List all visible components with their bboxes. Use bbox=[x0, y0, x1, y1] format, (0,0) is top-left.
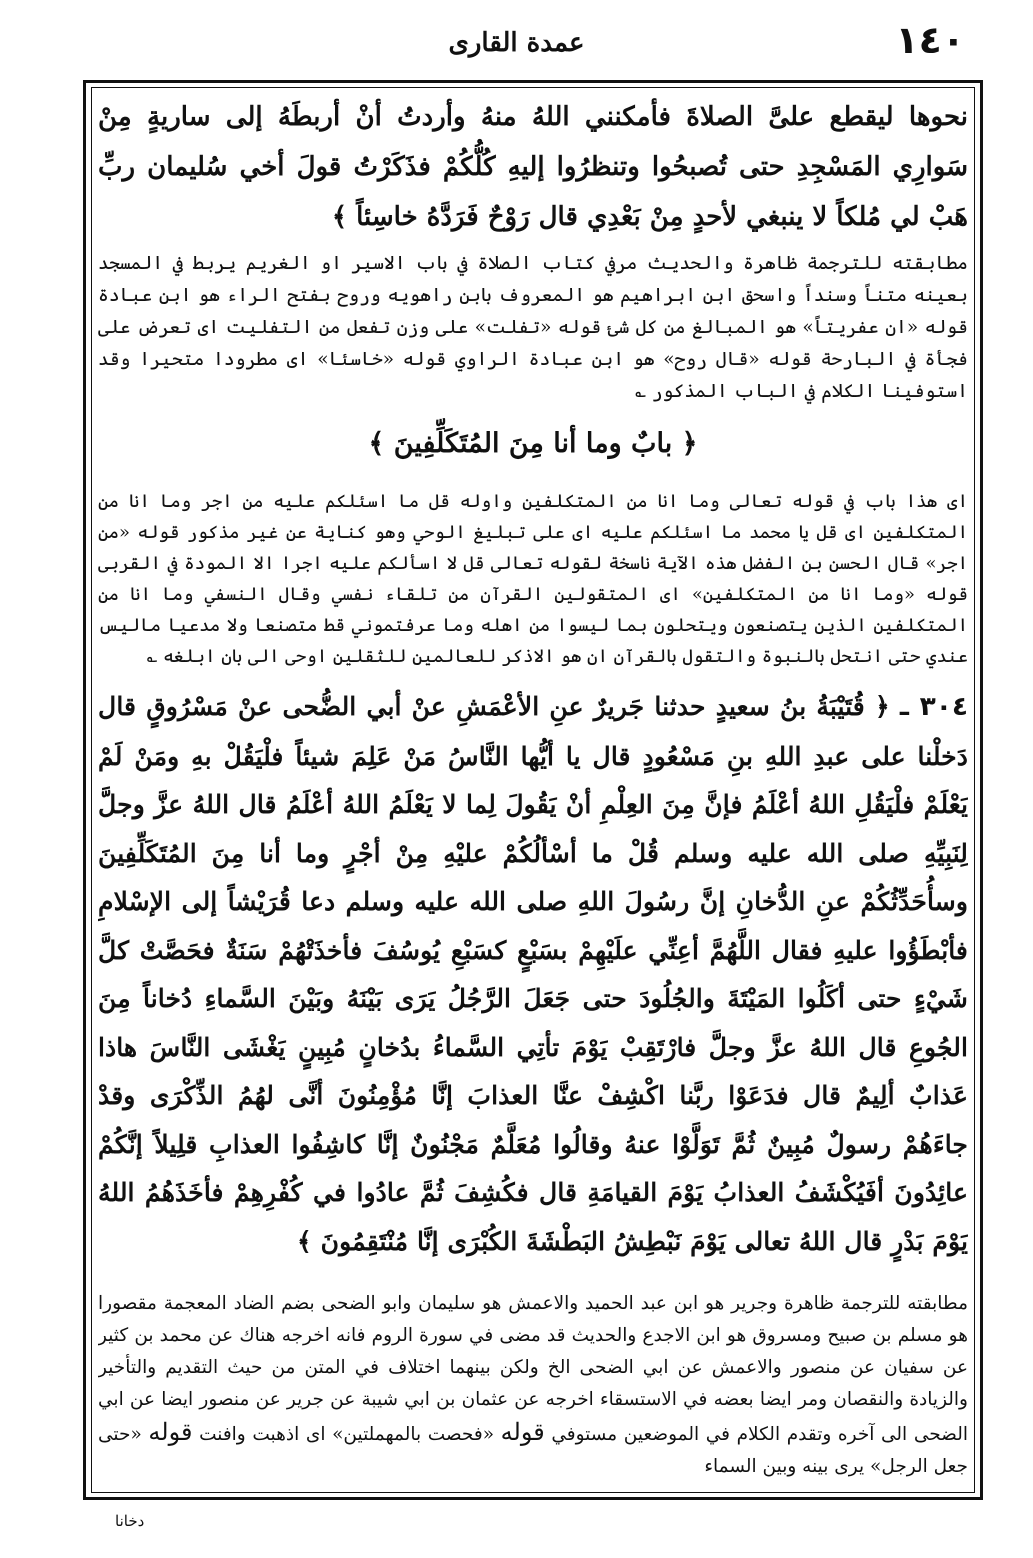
commentary-block-3 bbox=[98, 1288, 968, 1488]
commentary-block-2 bbox=[98, 486, 968, 678]
page-body bbox=[98, 92, 968, 1488]
footer-catchword: دخانا bbox=[115, 1512, 145, 1530]
hadith-number: ٣٠٤ ـ bbox=[899, 691, 968, 722]
commentary-3-part-c: «حتى جعل الرجل» يرى بينه وبين السماء bbox=[98, 1424, 968, 1477]
commentary-text-2: اى هذا باب في قوله تعالى وما انا من المتكلفين واوله قل ما اسئلكم عليه من اجر وما انا من المتكلفين اى قل يا محمد ما اسئلكم عليه اى على تبليغ الوحي وهو كناية عن غير مذكور قوله «من اجر» قال الحسن بن الفضل هذه الآية ناسخة لقوله تعالى قل لا اسألكم عليه اجرا الا المودة في القربى قوله «وما انا من المتكلفين» اى المتقولين القرآن من تلقاء نفسي وقال النسفي وما انا من المتكلفين الذين يتصنعون ويتحلون بما ليسوا من اهله وما عرفتموني قط متصنعا ولا مدعيا ماليس عندي حتى انتحل بالنبوة والتقول بالقرآن ان هو الاذكر للعالمين للثقلين اوحى الى بان ابلغه ؎ bbox=[98, 491, 968, 668]
hadith-continuation bbox=[98, 92, 968, 244]
running-title: عمدة القاری bbox=[448, 28, 585, 58]
hadith-304-text bbox=[98, 682, 968, 1265]
commentary-keyword-2: قوله bbox=[148, 1418, 193, 1446]
commentary-3-part-b: «فحصت بالمهملتين» اى اذهبت وافنت bbox=[199, 1424, 495, 1445]
chain-keyword: حدثنا bbox=[654, 691, 706, 721]
commentary-block-1 bbox=[98, 248, 968, 408]
hadith-opening: ﴿ قُتَيْبَةُ بنُ سعيدٍ bbox=[715, 691, 890, 721]
hadith-continuation-text: نحوها لیقطع علیَّ الصلاةَ فأمکنني اللهُ منهُ وأردتُ أنْ أربطَهُ إلى ساريةٍ مِنْ سَوارِي المَسْجِدِ حتى تُصبحُوا وتنظرُوا إليهِ كُلُّكُمْ فذَكَرْتُ قولَ أخي سُليمان ربِّ هَبْ لي مُلكاً لا ينبغي لأحدٍ مِنْ بَعْدِي قال رَوْحٌ فَرَدَّهُ خاسِئاً ﴾ bbox=[98, 102, 968, 232]
commentary-keyword-1: قوله bbox=[500, 1418, 545, 1446]
page-header bbox=[0, 0, 1033, 78]
page-number: ١٤٠ bbox=[895, 18, 965, 62]
chapter-heading: ﴿ بابٌ وما أنا مِنَ المُتَكَلِّفِينَ ﴾ bbox=[368, 428, 698, 459]
hadith-304 bbox=[98, 682, 968, 1282]
hadith-body: جَريرٌ عنِ الأعْمَشِ عنْ أبي الضُّحى عنْ مَسْرُوقٍ قال دَخلْنا على عبدِ اللهِ بنِ مَسْعُودٍ قال يا أيُّها النَّاسُ مَنْ عَلِمَ شيئاً فلْيَقُلْ بهِ ومَنْ لَمْ يَعْلَمْ فلْيَقُلِ اللهُ أعْلَمُ فإنَّ مِنَ العِلْمِ أنْ يَقُولَ لِما لا يَعْلَمُ اللهُ أعْلَمُ قال اللهُ عزَّ وجلَّ لِنَبِيِّهِ صلى الله عليه وسلم قُلْ ما أسْألُكُمْ عليْهِ مِنْ أجْرٍ وما أنا مِنَ المُتَكَلِّفِينَ وسأُحَدِّثُكُمْ عنِ الدُّخانِ إنَّ رسُولَ اللهِ صلى الله عليه وسلم دعا قُرَيْشاً إلى الإسْلامِ فأبْطَؤُوا عليهِ فقال اللَّهُمَّ أعِنِّي علَيْهِمْ بسَبْعٍ كسَبْعِ يُوسُفَ فأخذَتْهُمْ سَنَةٌ فحَصَّتْ كلَّ شَيْءٍ حتى أكَلُوا المَيْتَةَ والجُلُودَ حتى جَعَلَ الرَّجُلُ يَرَى بَيْنَهُ وبَيْنَ السَّماءِ دُخاناً مِنَ الجُوعِ قال اللهُ عزَّ وجلَّ فارْتَقِبْ يَوْمَ تأتِي السَّماءُ بدُخانٍ مُبِينٍ يَغْشَى النَّاسَ هاذا عَذابٌ ألِيمٌ قال فدَعَوْا ربَّنا اكْشِفْ عنَّا العذابَ إنَّا مُؤْمِنُونَ أنَّى لهُمُ الذِّكْرَى وقدْ جاءَهُمْ رسولٌ مُبِينٌ ثُمَّ تَوَلَّوْا عنهُ وقالُوا مُعَلَّمٌ مَجْنُونٌ إنَّا كاشِفُوا العذابِ قلِيلاً إنَّكُمْ عائِدُونَ أفَيُكْشَفُ العذابُ يَوْمَ القيامَةِ قال فكُشِفَ ثُمَّ عادُوا في كُفْرِهِمْ فأخَذَهُمُ اللهُ يَوْمَ بَدْرٍ قال اللهُ تعالى يَوْمَ نَبْطِشُ البَطْشَةَ الكُبْرَى إنَّا مُنْتَقِمُونَ ﴾ bbox=[98, 691, 968, 1256]
commentary-text-1: مطابقته للترجمة ظاهرة والحديث مرفي كتاب الصلاة في باب الاسير او الغريم يربط في المسجد بعينه متناً وسنداً واسحق ابن ابراهيم هو المعروف بابن راهويه وروح بفتح الراء هو ابن عبادة قوله «ان عفريتاً» هو المبالغ من كل شئ قوله «تفلت» على وزن تفعل من التفليت اى تعرض على فجأة في البارحة قوله «قال روح» هو ابن عبادة الراوي قوله «خاسئا» اى مطرودا متحيرا وقد استوفينا الكلام في الباب المذكور ؎ bbox=[98, 253, 968, 402]
commentary-3-part-a: مطابقته للترجمة ظاهرة وجرير هو ابن عبد الحميد والاعمش هو سليمان وابو الضحى بضم الضاد المعجمة مقصورا هو مسلم بن صبيح ومسروق هو ابن الاجدع والحديث قد مضى في سورة الروم فانه اخرجه هناك عن محمد بن كثير عن سفيان عن منصور والاعمش عن ابي الضحى الخ ولكن بينهما اختلاف في المتن من حيث التقديم والتأخير والزيادة والنقصان ومر ايضا بعضه في الاستسقاء اخرجه عن عثمان بن ابي شيبة عن جرير عن منصور ايضا عن ابي الضحى الى آخره وتقدم الكلام في الموضعين مستوفي bbox=[98, 1293, 968, 1445]
chapter-heading-block bbox=[98, 412, 968, 476]
commentary-text-3 bbox=[98, 1288, 968, 1483]
